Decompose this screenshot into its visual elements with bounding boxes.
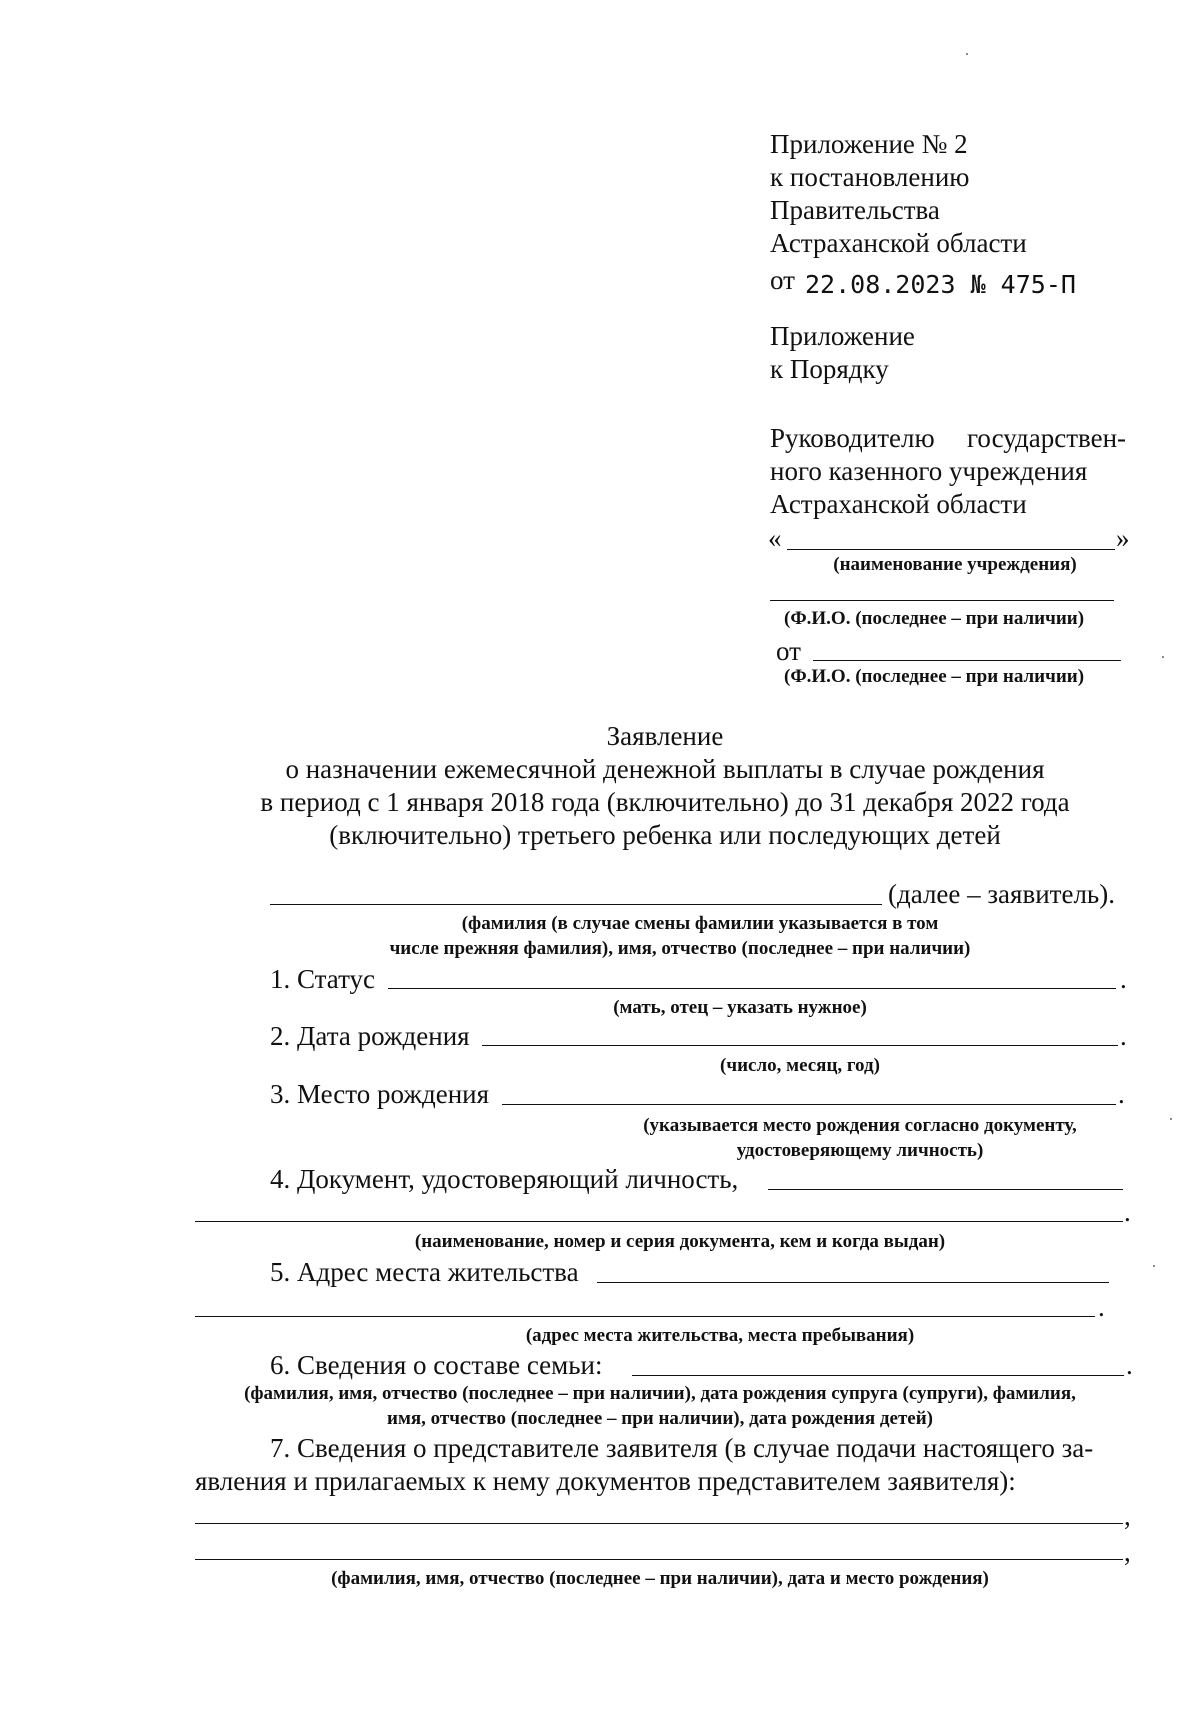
scan-speck: [1162, 656, 1164, 658]
appendix-line: Правительства: [770, 195, 940, 225]
institution-name-field[interactable]: [787, 549, 1115, 550]
quote-open: «: [768, 523, 782, 553]
scan-speck: [1153, 1265, 1155, 1267]
addressee-line: ного казенного учреждения: [770, 456, 1088, 486]
title-line: в период с 1 января 2018 года (включительно) до 31 декабря 2022 года: [260, 787, 1070, 817]
representative-comma: ,: [1124, 1501, 1131, 1531]
representative-heading: 7. Сведения о представителе заявителя (в случае подачи настоящего за-: [270, 1433, 1094, 1463]
title-line: о назначении ежемесячной денежной выплаты в случае рождения: [285, 754, 1045, 784]
representative-field[interactable]: [195, 1523, 1123, 1524]
birth-date-period: .: [1120, 1021, 1127, 1051]
scan-speck: [1170, 1118, 1172, 1120]
date-prefix: от: [770, 265, 795, 295]
appendix-line: Приложение № 2: [770, 129, 968, 159]
birth-date-label: 2. Дата рождения: [270, 1021, 470, 1051]
addressee-line: Руководителю: [770, 423, 935, 453]
scan-speck: [966, 53, 968, 55]
address-field[interactable]: [597, 1282, 1109, 1283]
head-fio-caption: (Ф.И.О. (последнее – при наличии): [784, 608, 1085, 629]
id-document-period: .: [1124, 1197, 1131, 1227]
decree-date-number: 22.08.2023 № 475-П: [805, 270, 1076, 299]
birth-place-caption: удостоверяющему личность): [736, 1140, 984, 1161]
id-document-field-continued[interactable]: [195, 1221, 1123, 1222]
family-caption: имя, отчество (последнее – при наличии), дата рождения детей): [387, 1408, 933, 1429]
order-appendix-line: к Порядку: [770, 354, 889, 384]
applicant-caption: (фамилия (в случае смены фамилии указывается в том: [461, 913, 939, 934]
address-field-continued[interactable]: [195, 1316, 1095, 1317]
id-document-caption: (наименование, номер и серия документа, кем и когда выдан): [414, 1231, 946, 1252]
id-document-label: 4. Документ, удостоверяющий личность,: [270, 1164, 739, 1194]
applicant-fio-field[interactable]: [813, 660, 1121, 661]
appendix-line: к постановлению: [770, 162, 970, 192]
status-field[interactable]: [388, 988, 1116, 989]
birth-place-period: .: [1118, 1079, 1125, 1109]
from-label: от: [776, 636, 801, 666]
applicant-caption: числе прежняя фамилия), имя, отчество (последнее – при наличии): [389, 938, 971, 959]
address-period: .: [1098, 1292, 1105, 1322]
family-period: .: [1126, 1350, 1133, 1380]
representative-comma: ,: [1124, 1537, 1131, 1567]
status-period: .: [1120, 964, 1127, 994]
address-label: 5. Адрес места жительства: [270, 1257, 579, 1287]
representative-caption: (фамилия, имя, отчество (последнее – при наличии), дата и место рождения): [331, 1568, 989, 1589]
quote-close: »: [1116, 523, 1130, 553]
id-document-field[interactable]: [768, 1189, 1123, 1190]
family-caption: (фамилия, имя, отчество (последнее – при наличии), дата рождения супруга (супруги), фамилия,: [244, 1383, 1076, 1404]
head-fio-field[interactable]: [770, 600, 1114, 601]
appendix-line: Астраханской области: [770, 228, 1027, 258]
applicant-suffix: (далее – заявитель).: [888, 879, 1115, 909]
addressee-line: Астраханской области: [770, 489, 1027, 519]
family-field[interactable]: [632, 1375, 1124, 1376]
birth-place-label: 3. Место рождения: [270, 1079, 490, 1109]
title-line: Заявление: [606, 721, 724, 751]
addressee-line: государствен-: [967, 423, 1127, 453]
order-appendix-line: Приложение: [770, 321, 915, 351]
title-line: (включительно) третьего ребенка или последующих детей: [329, 820, 1001, 850]
birth-place-field[interactable]: [502, 1104, 1116, 1105]
representative-heading: явления и прилагаемых к нему документов представителем заявителя):: [195, 1466, 1016, 1496]
applicant-name-field[interactable]: [270, 904, 882, 905]
institution-caption: (наименование учреждения): [833, 554, 1077, 575]
family-label: 6. Сведения о составе семьи:: [270, 1350, 603, 1380]
birth-date-caption: (число, месяц, год): [720, 1055, 880, 1076]
applicant-fio-caption: (Ф.И.О. (последнее – при наличии): [784, 666, 1085, 687]
address-caption: (адрес места жительства, места пребывания): [525, 1325, 915, 1346]
status-label: 1. Статус: [270, 964, 375, 994]
birth-place-caption: (указывается место рождения согласно документу,: [643, 1115, 1077, 1136]
status-caption: (мать, отец – указать нужное): [613, 997, 867, 1018]
birth-date-field[interactable]: [482, 1045, 1118, 1046]
representative-field[interactable]: [195, 1559, 1123, 1560]
